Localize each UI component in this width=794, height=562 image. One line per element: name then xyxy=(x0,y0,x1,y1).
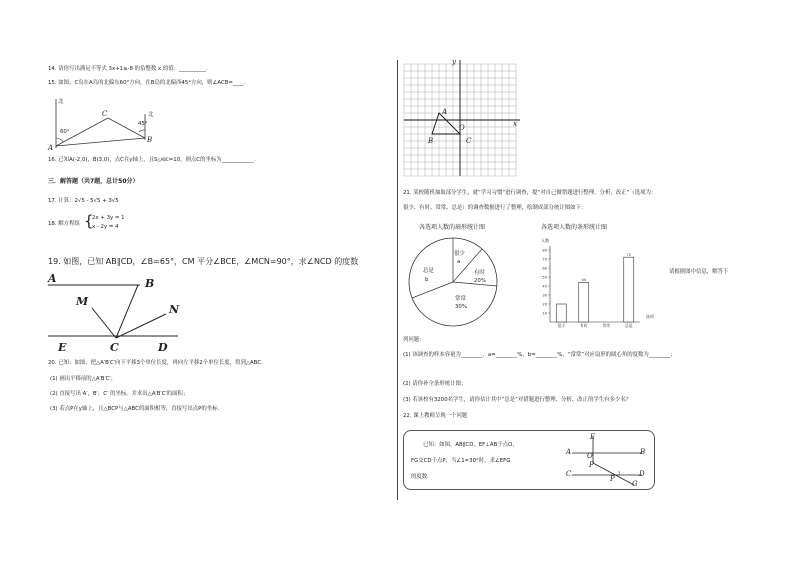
pie-label-30pct: 30% xyxy=(455,304,467,310)
question-21-part-2: (2) 请你补全条形统计图； xyxy=(403,381,467,387)
q22-point-a: A xyxy=(566,448,572,456)
q22-box-line-1: 已知：如图，AB∥CD，EF⊥AB于点O， xyxy=(423,442,518,448)
q22-point-g: G xyxy=(632,480,638,488)
section-3-heading: 三．解答题（共7题，总计50分） xyxy=(48,178,139,185)
q18-equation-1: 2x + 3y = 1 xyxy=(92,215,125,221)
q15-point-b: B xyxy=(147,136,153,144)
bar-value-label: 72 xyxy=(626,253,632,257)
question-17: 17. 计算：2√5 - 5√5 + 3√5 xyxy=(48,198,119,204)
bar-y-tick-label: 40 xyxy=(542,284,547,289)
bar-y-tick-label: 80 xyxy=(542,248,547,253)
question-21-line-1: 21. 某校随机抽取部分学生，就“学习习惯”进行调查，提“对自己做错题进行整理、分析、改正”（选项为： xyxy=(403,190,657,196)
pie-label-always: 总是 xyxy=(423,268,434,274)
bar-category-label: 很少 xyxy=(557,323,566,328)
grid-point-c: C xyxy=(466,137,472,145)
bar-y-tick-label: 10 xyxy=(542,311,547,316)
question-20-part-1: (1) 画出平移前的△A′B′C′； xyxy=(50,376,117,382)
question-20: 20. 已知：如图，把△A′B′C′向下平移3个单位长度，再向左平移2个单位长度，得到△ABC. xyxy=(48,360,263,366)
bar-category-label: 总是 xyxy=(624,323,633,328)
q18-brace: { xyxy=(84,212,94,230)
question-21-continued: 列问题： xyxy=(403,337,425,343)
pie-chart-title: 各选项人数的扇形统计图 xyxy=(419,224,486,231)
question-22: 22. 课上教师呈现一个问题 xyxy=(403,413,468,419)
q22-point-b: B xyxy=(640,448,646,456)
question-21-part-1: (1) 该调查的样本容量为________，a=________%，b=________%，“常常”对应扇形的圆心角的度数为________； xyxy=(403,352,676,358)
q22-point-o: O xyxy=(587,452,593,460)
bar-category-label: 有时 xyxy=(579,323,588,328)
grid-origin-o: O xyxy=(459,124,465,132)
q15-north-label-b: 北 xyxy=(148,112,154,118)
question-19: 19. 如图，已知 AB∥CD，∠B=65°，CM 平分∠BCE，∠MCN=90°，求∠NCD 的度数 xyxy=(48,257,359,266)
bar-category-label: 常常 xyxy=(602,323,611,328)
bar-chart xyxy=(536,242,646,332)
question-15: 15. 如图，C岛在A岛的北偏东60°方向，在B岛的北偏西45°方向，则∠ACB=____. xyxy=(48,80,246,86)
bar-chart-ylabel: 人数 xyxy=(541,238,549,243)
pie-label-a: a xyxy=(457,259,461,265)
q22-point-p: P xyxy=(610,475,615,483)
bar-y-tick-label: 20 xyxy=(542,302,547,307)
q22-point-c: C xyxy=(566,470,572,478)
bar-chart-xlabel: 选项 xyxy=(646,314,654,319)
pie-label-b: b xyxy=(425,277,429,283)
q19-point-a: A xyxy=(48,272,57,285)
q22-angle-1: 1 xyxy=(618,471,621,476)
q22-point-f: F xyxy=(589,461,594,469)
question-20-part-3: (3) 若点P在y轴上，且△BCP与△ABC的面积相等，直接写出点P的坐标. xyxy=(50,406,220,412)
bar-y-tick-label: 70 xyxy=(542,257,547,262)
q22-box-line-3: 的度数. xyxy=(411,474,429,480)
question-18: 18. 解方程组 xyxy=(48,221,80,227)
question-20-part-2: (2) 直接写出 A′，B′，C′ 的坐标，并求出△A′B′C′的面积； xyxy=(50,391,189,397)
q18-equation-2: x - 2y = 4 xyxy=(92,224,119,230)
q19-point-d: D xyxy=(158,341,168,354)
grid-point-b: B xyxy=(428,137,434,145)
question-14: 14. 请你写出满足不等式 3x+1≥-8 的负整数 x 的值：__________. xyxy=(48,66,208,72)
q19-figure xyxy=(48,278,208,353)
q19-point-b: B xyxy=(145,277,155,290)
pie-label-20pct: 20% xyxy=(474,278,486,284)
q19-point-n: N xyxy=(169,303,180,316)
question-16: 16. 已知A(-2,0)，B(3,0)，点C在y轴上，且S△ABC=10，则点C的坐标为____________. xyxy=(48,157,256,163)
bar-1 xyxy=(579,282,589,322)
q19-point-e: E xyxy=(58,341,67,354)
pie-label-sometimes: 有时 xyxy=(474,270,485,276)
question-21-line-2: 很少、有时、常常、总是）的调查数据进行了整理，绘制成部分统计图如下： xyxy=(403,205,587,211)
bar-value-label: 44 xyxy=(581,278,587,283)
q22-point-d: D xyxy=(639,470,645,478)
pie-label-often: 常常 xyxy=(455,296,466,302)
bar-3 xyxy=(624,257,634,322)
bar-chart-title: 各选项人数的条形统计图 xyxy=(541,224,608,231)
grid-axis-x-label: x xyxy=(513,120,517,128)
q22-box-line-2: FG交CD于点P，当∠1=30°时，求∠EFG xyxy=(411,458,511,464)
column-divider xyxy=(397,60,398,500)
grid-axis-y-label: y xyxy=(452,58,456,66)
q15-point-c: C xyxy=(102,110,108,118)
coordinate-grid-figure xyxy=(404,64,516,176)
q19-point-m: M xyxy=(76,295,89,308)
bar-y-tick-label: 30 xyxy=(542,293,547,298)
pie-chart xyxy=(403,236,503,328)
question-21-part-3: (3) 若该校有3200名学生，请你估计其中“总是”对错题进行整理、分析、改正的学生有多少名？ xyxy=(403,397,632,403)
grid-point-a: A xyxy=(442,108,448,116)
chart-note: 请根据图中信息，解答下 xyxy=(669,269,729,275)
q15-north-label-a: 北 xyxy=(58,99,64,105)
bar-0 xyxy=(556,304,566,322)
q15-angle-60: 60° xyxy=(60,129,70,135)
q15-point-a: A xyxy=(48,144,54,152)
pie-label-rarely: 很少 xyxy=(454,251,465,257)
bar-y-tick-label: 50 xyxy=(542,275,547,280)
q19-point-c: C xyxy=(110,341,119,354)
q22-point-e: E xyxy=(590,433,596,441)
bar-y-tick-label: 60 xyxy=(542,266,547,271)
q15-angle-45: 45° xyxy=(138,121,148,127)
